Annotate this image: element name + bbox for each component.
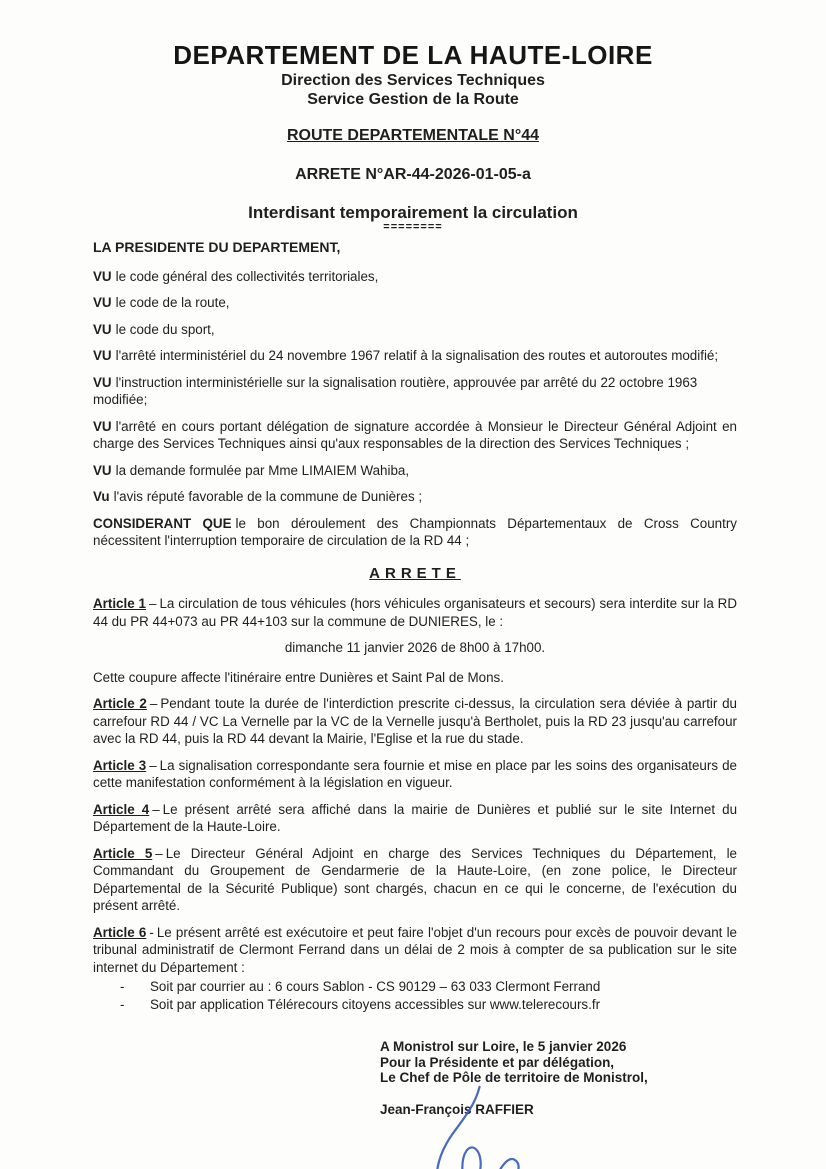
recourse-item — [93, 996, 737, 1014]
signatory-name: Jean-François RAFFIER — [380, 1101, 534, 1117]
vu-text: le code de la route, — [115, 295, 230, 310]
vu-text: l'instruction interministérielle sur la signalisation routière, approuvée par arrêté du 22 octobre 1963 modifiée; — [93, 374, 698, 407]
vu-clause-4 — [93, 347, 737, 365]
vu-clause-3 — [93, 321, 737, 339]
decree-heading: ARRETE — [369, 564, 461, 582]
separator-line: ======== — [383, 221, 443, 233]
recourse-text: Soit par application Télérecours citoyens accessibles sur www.telerecours.fr — [150, 996, 601, 1012]
article-2: Article 2 – Pendant toute la durée de l'interdiction prescrite ci-dessus, la circulation sera déviée à partir du carrefour RD 44 / VC La Vernelle par la VC de la Vernelle jusqu'à Bertholet, puis la RD 23 jusqu'au carrefour avec la RD 44, puis la RD 44 devant la Mairie, l'Eglise et la rue du stade. — [93, 696, 738, 746]
article-6: Article 6 - Le présent arrêté est exécutoire et peut faire l'objet d'un recours pour excès de pouvoir devant le tribunal administratif de Clermont Ferrand dans un délai de 2 mois à compter de sa publication sur le site internet du Département : — [93, 924, 738, 975]
article-text: Pendant toute la durée de l'interdiction prescrite ci-dessus, la circulation sera déviée à partir du carrefour RD 44 / VC La Vernelle par la VC de la Vernelle jusqu'à Bertholet, puis la RD 23 jusqu'au carrefour avec la RD 44, puis la RD 44 devant la Mairie, l'Eglise et la rue du stade. — [93, 696, 738, 746]
article-text: Le présent arrêté est exécutoire et peut faire l'objet d'un recours pour excès de pouvoir devant le tribunal administratif de Clermont Ferrand dans un délai de 2 mois à compter de sa publication sur le site internet du Département : — [93, 924, 738, 975]
vu-text: l'avis réputé favorable de la commune de Dunières ; — [113, 489, 423, 504]
service-line: Service Gestion de la Route — [307, 91, 519, 108]
vu-lead: VU — [93, 295, 112, 310]
article-1: Article 1 – La circulation de tous véhicules (hors véhicules organisateurs et secours) sera interdite sur la RD 44 du PR 44+073 au PR 44+103 sur la commune de DUNIERES, le : — [93, 596, 738, 629]
article-5: Article 5 – Le Directeur Général Adjoint en charge des Services Techniques du Département, le Commandant du Groupement de Gendarmerie de la Haute-Loire, (en zone police, le Directeur Départemental de la Sécurité Publique) sont chargés, chacun en ce qui le concerne, de l'exécution du présent arrêté. — [93, 845, 738, 913]
signature-delegation: Pour la Présidente et par délégation, — [380, 1054, 615, 1070]
vu-clause-7 — [93, 462, 737, 480]
handwritten-signature — [420, 1085, 540, 1169]
vu-clause-2 — [93, 294, 737, 312]
department-title: DEPARTEMENT DE LA HAUTE-LOIRE — [173, 40, 653, 70]
closure-note: Cette coupure affecte l'itinéraire entre Dunières et Saint Pal de Mons. — [93, 669, 504, 685]
vu-lead: VU — [93, 268, 112, 284]
article-text: La circulation de tous véhicules (hors véhicules organisateurs et secours) sera interdite sur la RD 44 du PR 44+073 au PR 44+103 sur la commune de DUNIERES, le : — [93, 596, 738, 629]
vu-lead: VU — [93, 462, 112, 478]
vu-clause-8 — [93, 488, 737, 506]
article-label: Article 6 — [93, 924, 147, 940]
document-body — [93, 239, 737, 1117]
order-number: ARRETE N°AR-44-2026-01-05-a — [295, 166, 531, 183]
vu-text: l'arrêté interministériel du 24 novembre 1967 relatif à la signalisation des routes et autoroutes modifié; — [115, 348, 719, 363]
signature-title: Le Chef de Pôle de territoire de Monistrol, — [380, 1070, 648, 1085]
bullet-dash: - — [120, 996, 125, 1012]
article-text: La signalisation correspondante sera fournie et mise en place par les soins des organisateurs de cette manifestation conformément à la législation en vigueur. — [93, 757, 738, 790]
recourse-item — [93, 978, 737, 996]
signature-block — [380, 1039, 737, 1117]
article-label: Article 1 — [93, 596, 147, 611]
road-title: ROUTE DEPARTEMENTALE N°44 — [286, 127, 540, 144]
vu-lead: VU — [93, 374, 112, 390]
vu-text: l'arrêté en cours portant délégation de signature accordée à Monsieur le Directeur Général Adjoint en charge des Services Techniques ainsi qu'aux responsables de la direction des Services Techniques ; — [93, 418, 737, 451]
closure-date-line: dimanche 11 janvier 2026 de 8h00 à 17h00. — [284, 640, 546, 655]
document-header — [0, 0, 826, 232]
article-label: Article 2 — [93, 696, 147, 711]
vu-text: le code du sport, — [115, 321, 215, 337]
recourse-list — [93, 978, 737, 1013]
article-label: Article 3 — [93, 757, 147, 773]
vu-text: la demande formulée par Mme LIMAIEM Wahiba, — [115, 462, 410, 478]
vu-text: le code général des collectivités territoriales, — [115, 268, 379, 284]
vu-lead: VU — [93, 321, 112, 337]
direction-line: Direction des Services Techniques — [281, 72, 545, 89]
considerant-lead: CONSIDERANT QUE — [93, 515, 232, 531]
article-4: Article 4 – Le présent arrêté sera affiché dans la mairie de Dunières et publié sur le site Internet du Département de la Haute-Loire. — [93, 801, 738, 834]
article-3: Article 3 – La signalisation correspondante sera fournie et mise en place par les soins des organisateurs de cette manifestation conformément à la législation en vigueur. — [93, 757, 738, 790]
opening-line: LA PRESIDENTE DU DEPARTEMENT, — [93, 239, 341, 255]
subject-line: Interdisant temporairement la circulation — [248, 203, 578, 222]
considerant-text: le bon déroulement des Championnats Départementaux de Cross Country nécessitent l'interruption temporaire de circulation de la RD 44 ; — [93, 515, 737, 548]
vu-clause-6 — [93, 418, 737, 453]
vu-clause-5 — [93, 374, 737, 409]
considerant-clause — [93, 515, 737, 550]
vu-lead: Vu — [93, 489, 110, 504]
article-label: Article 5 — [93, 845, 153, 861]
recourse-text: Soit par courrier au : 6 cours Sablon - CS 90129 – 63 033 Clermont Ferrand — [150, 979, 601, 994]
vu-lead: VU — [93, 418, 112, 434]
signature-place-date: A Monistrol sur Loire, le 5 janvier 2026 — [380, 1039, 627, 1054]
bullet-dash: - — [120, 979, 125, 994]
vu-lead: VU — [93, 348, 112, 363]
article-text: Le présent arrêté sera affiché dans la mairie de Dunières et publié sur le site Internet du Département de la Haute-Loire. — [93, 801, 738, 834]
article-text: Le Directeur Général Adjoint en charge des Services Techniques du Département, le Commandant du Groupement de Gendarmerie de la Haute-Loire, (en zone police, le Directeur Départemental de la Sécurité Publique) sont chargés, chacun en ce qui le concerne, de l'exécution du présent arrêté. — [93, 845, 738, 913]
vu-clause-1 — [93, 268, 737, 286]
article-label: Article 4 — [93, 801, 150, 817]
